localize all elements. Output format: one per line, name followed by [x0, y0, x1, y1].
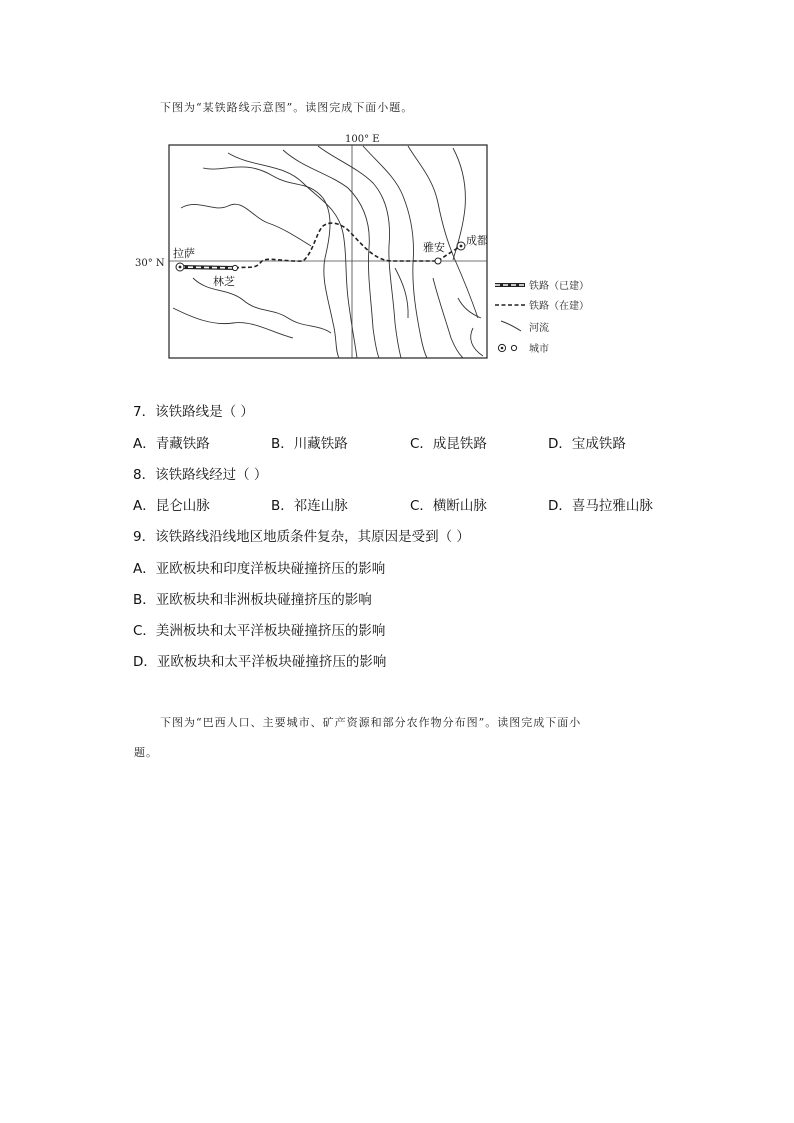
question-7-option-b[interactable]: B．川藏铁路	[271, 436, 348, 452]
city-nyingchi	[232, 265, 237, 270]
city-label-yaan: 雅安	[423, 241, 445, 254]
legend-building: 铁路（在建）	[529, 301, 589, 312]
intro-text-2-continued: 题。	[134, 746, 158, 759]
city-yaan	[435, 258, 441, 264]
city-label-chengdu: 成都	[466, 234, 488, 247]
intro-text-1: 下图为“某铁路线示意图”。读图完成下面小题。	[160, 101, 414, 114]
question-7-option-c[interactable]: C．成昆铁路	[410, 436, 487, 452]
city-label-nyingchi: 林芝	[213, 275, 235, 288]
question-9-option-a[interactable]: A．亚欧板块和印度洋板块碰撞挤压的影响	[133, 561, 386, 577]
railway-map	[133, 128, 623, 360]
legend-city: 城市	[529, 344, 549, 355]
meridian-label: 100° E	[345, 134, 380, 145]
question-8-option-a[interactable]: A．昆仑山脉	[133, 498, 210, 514]
question-8-option-d[interactable]: D．喜马拉雅山脉	[548, 498, 653, 514]
question-7-option-d[interactable]: D．宝成铁路	[548, 436, 626, 452]
city-lhasa	[176, 263, 184, 271]
intro-text-2: 下图为“巴西人口、主要城市、矿产资源和部分农作物分布图”。读图完成下面小	[160, 716, 582, 729]
question-8-option-b[interactable]: B．祁连山脉	[271, 498, 348, 514]
legend-river: 河流	[529, 323, 549, 334]
question-9-stem: 9．该铁路线沿线地区地质条件复杂，其原因是受到（ ）	[133, 529, 470, 545]
parallel-label: 30° N	[135, 258, 165, 269]
question-8-stem: 8．该铁路线经过（ ）	[133, 467, 268, 483]
question-9-option-c[interactable]: C．美洲板块和太平洋板块碰撞挤压的影响	[133, 623, 386, 639]
question-9-option-b[interactable]: B．亚欧板块和非洲板块碰撞挤压的影响	[133, 592, 372, 608]
question-8-option-c[interactable]: C．横断山脉	[410, 498, 487, 514]
map-legend	[495, 279, 589, 355]
question-7-stem: 7．该铁路线是（ ）	[133, 404, 254, 420]
question-9-option-d[interactable]: D．亚欧板块和太平洋板块碰撞挤压的影响	[133, 654, 387, 670]
legend-built: 铁路（已建）	[529, 281, 589, 292]
city-chengdu	[457, 242, 465, 250]
city-label-lhasa: 拉萨	[173, 247, 195, 260]
question-7-option-a[interactable]: A．青藏铁路	[133, 436, 210, 452]
